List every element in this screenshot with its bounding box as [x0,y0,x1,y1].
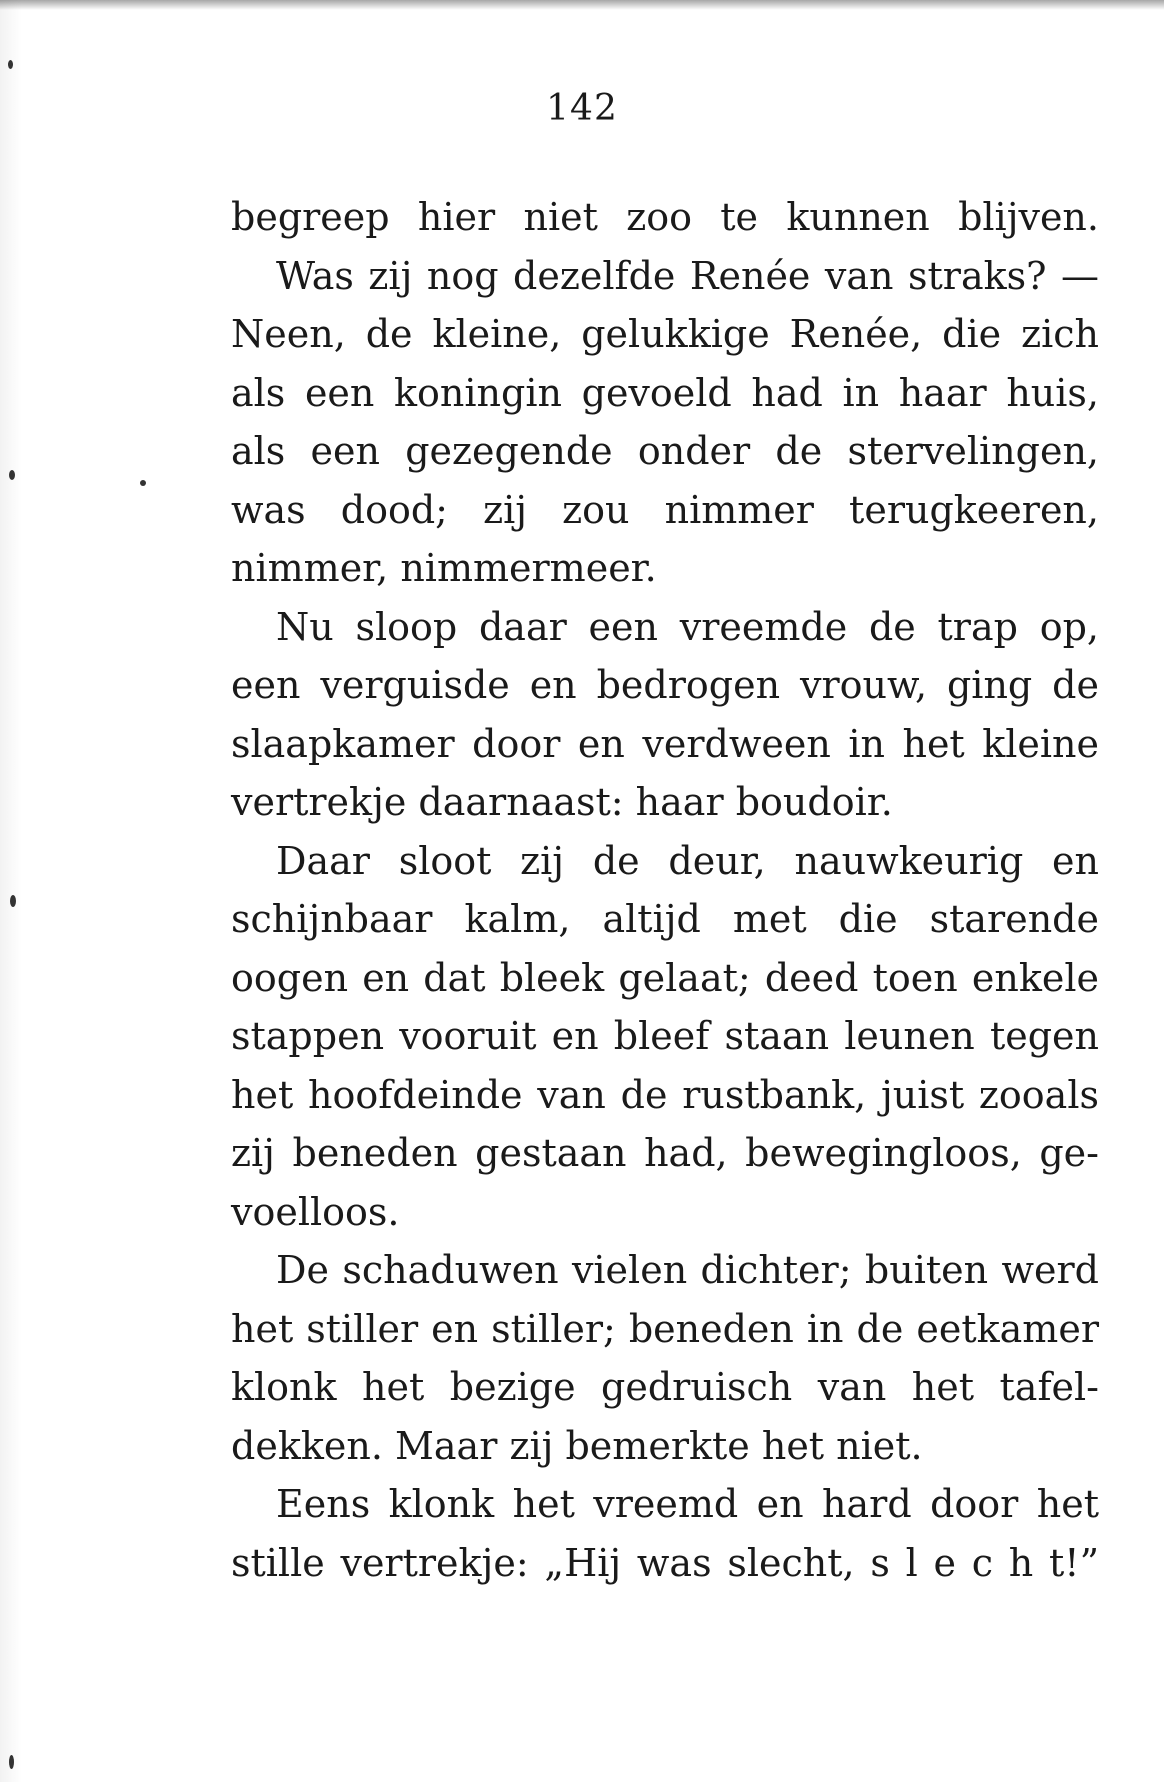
text-line: Nu sloop daar een vreemde de trap op, [276,604,1099,649]
text-line: Daar sloot zij de deur, nauwkeurig en [276,838,1099,883]
text-line: slaapkamer door en verdween in het kleine [231,721,1099,766]
text-line: De schaduwen vielen dichter; buiten werd [276,1248,1099,1292]
text-line: het hoofdeinde van de rustbank, juist zooals [231,1072,1099,1117]
text-line: stille vertrekje: „Hij was slecht, s l e c h t!” [231,1540,1099,1585]
text-line: een verguisde en bedrogen vrouw, ging de [231,663,1099,707]
text-line: nimmer, nimmermeer. [231,546,657,590]
text-line: schijnbaar kalm, altijd met die starende [231,897,1099,941]
text-line: Was zij nog dezelfde Renée van straks? — [276,253,1099,298]
text-line: als een koningin gevoeld had in haar huis, [231,370,1099,415]
text-line: oogen en dat bleek gelaat; deed toen enkele [231,955,1099,1000]
text-line: klonk het bezige gedruisch van het tafel- [231,1365,1099,1409]
text-line: voelloos. [231,1189,400,1234]
scan-speck [9,1755,14,1769]
scan-edge-top [0,0,1164,10]
text-line: het stiller en stiller; beneden in de eetkamer [231,1306,1099,1351]
text-line: Neen, de kleine, gelukkige Renée, die zich [231,312,1099,356]
text-line: begreep hier niet zoo te kunnen blijven. [231,195,1099,239]
text-line: vertrekje daarnaast: haar boudoir. [231,780,893,824]
body-text [231,188,1099,1592]
text-line: dekken. Maar zij bemerkte het niet. [231,1423,923,1468]
scan-edge-left [0,0,22,1782]
scan-speck [9,470,15,480]
text-line: Eens klonk het vreemd en hard door het [276,1482,1099,1526]
scan-speck [140,480,146,486]
text-line: als een gezegende onder de stervelingen, [231,429,1099,473]
text-line: stappen vooruit en bleef staan leunen tegen [231,1014,1099,1058]
scan-speck [10,895,16,907]
text-line: zij beneden gestaan had, bewegingloos, ge- [231,1131,1099,1175]
text-line: was dood; zij zou nimmer terugkeeren, [231,487,1099,532]
page-number: 142 [546,88,618,129]
scan-speck [8,60,13,69]
